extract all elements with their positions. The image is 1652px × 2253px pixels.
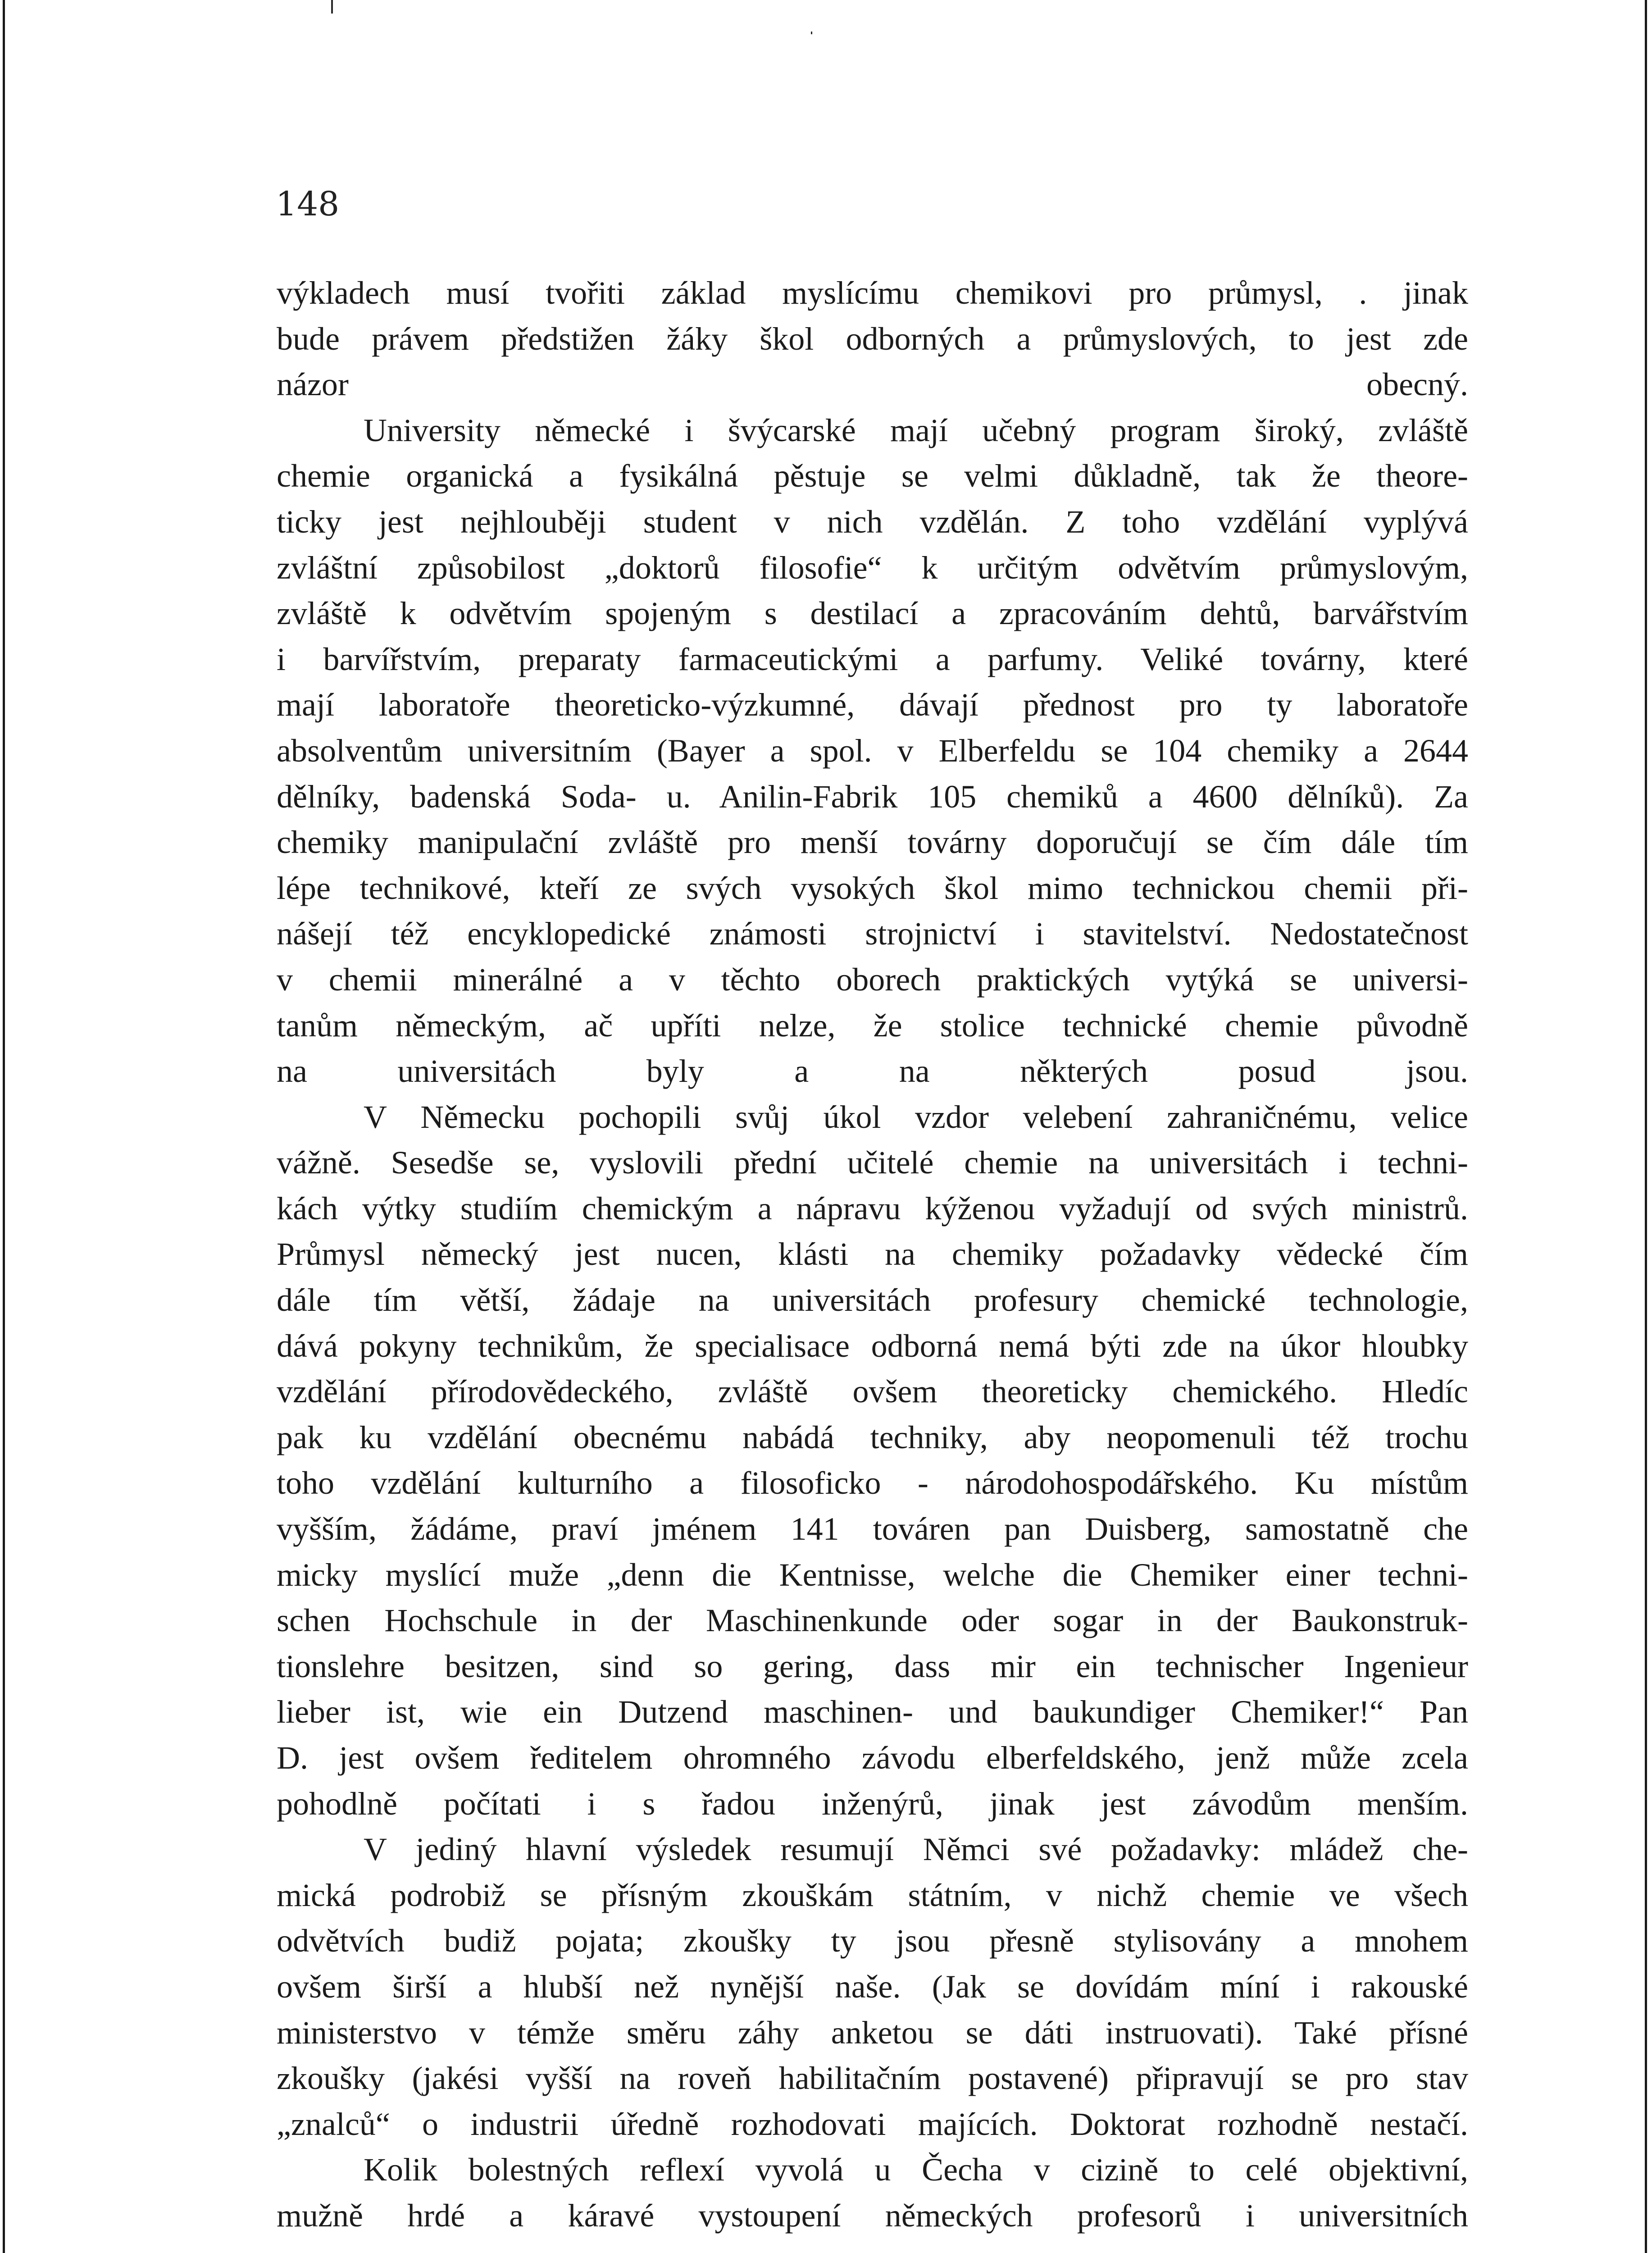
text-line: ministerstvo v témže směru záhy anketou se dáti instruovati). Také přísné (277, 2014, 1468, 2051)
paragraph (277, 270, 1468, 408)
text-line: názor obecný. (277, 366, 1468, 403)
text-line: bude právem předstižen žáky škol odborných a průmyslových, to jest zde (277, 320, 1468, 357)
text-line: mužně hrdé a káravé vystoupení německých profesorů i universitních (277, 2197, 1468, 2234)
text-line: V jediný hlavní výsledek resumují Němci své požadavky: mládež che- (364, 1831, 1468, 1868)
text-line: i barvířstvím, preparaty farmaceutickými a parfumy. Veliké továrny, které (277, 641, 1468, 677)
text-line: Průmysl německý jest nucen, klásti na chemiky požadavky vědecké čím (277, 1236, 1468, 1272)
text-line: ticky jest nejhlouběji student v nich vzdělán. Z toho vzdělání vyplývá (277, 503, 1468, 540)
text-line: „znalců“ o industrii úředně rozhodovati majících. Doktorat rozhodně nestačí. (277, 2106, 1468, 2142)
text-line: V Německu pochopili svůj úkol vzdor velebení zahraničnému, velice (364, 1099, 1468, 1135)
text-line: pohodlně počítati i s řadou inženýrů, jinak jest závodům menším. (277, 1785, 1468, 1822)
text-line: kách výtky studiím chemickým a nápravu kýženou vyžadují od svých ministrů. (277, 1190, 1468, 1227)
text-line: dále tím větší, žádaje na universitách profesury chemické technologie, (277, 1282, 1468, 1318)
paragraph (277, 408, 1468, 1095)
text-line: zvláště k odvětvím spojeným s destilací a zpracováním dehtů, barvářstvím (277, 595, 1468, 632)
text-line: zvláštní způsobilost „doktorů filosofie“ k určitým odvětvím průmyslovým, (277, 549, 1468, 586)
scan-mark (331, 0, 333, 14)
text-line: dává pokyny technikům, že specialisace odborná nemá býti zde na úkor hloubky (277, 1327, 1468, 1364)
text-line: lépe technikové, kteří ze svých vysokých škol mimo technickou chemii při- (277, 870, 1468, 906)
text-line: chemie organická a fysikálná pěstuje se velmi důkladně, tak že theore- (277, 458, 1468, 494)
text-line: toho vzdělání kulturního a filosoficko - národohospodářského. Ku místům (277, 1465, 1468, 1501)
text-line: dělníky, badenská Soda- u. Anilin-Fabrik 105 chemiků a 4600 dělníků). Za (277, 778, 1468, 815)
body-text (277, 270, 1468, 2239)
text-line: micky myslící muže „denn die Kentnisse, welche die Chemiker einer techni- (277, 1556, 1468, 1593)
text-line: vážně. Sesedše se, vyslovili přední učitelé chemie na universitách i techni- (277, 1145, 1468, 1181)
text-line: v chemii minerálné a v těchto oborech praktických vytýká se universi- (277, 961, 1468, 998)
text-line: mická podrobiž se přísným zkouškám státním, v nichž chemie ve všech (277, 1877, 1468, 1913)
text-line: vyšším, žádáme, praví jménem 141 továren pan Duisberg, samostatně che (277, 1511, 1468, 1547)
paragraph (277, 1095, 1468, 1827)
text-line: Kolik bolestných reflexí vyvolá u Čecha v cizině to celé objektivní, (364, 2152, 1468, 2188)
paragraph (277, 2147, 1468, 2239)
text-line: výkladech musí tvořiti základ myslícímu chemikovi pro průmysl, . jinak (277, 275, 1468, 311)
page-number: 148 (276, 185, 340, 223)
text-line: absolventům universitním (Bayer a spol. v Elberfeldu se 104 chemiky a 2644 (277, 732, 1468, 769)
paragraph (277, 1827, 1468, 2147)
text-line: mají laboratoře theoreticko-výzkumné, dávají přednost pro ty laboratoře (277, 687, 1468, 723)
text-line: tionslehre besitzen, sind so gering, dass mir ein technischer Ingenieur (277, 1648, 1468, 1684)
text-line: schen Hochschule in der Maschinenkunde oder sogar in der Baukonstruk- (277, 1602, 1468, 1639)
text-line: vzdělání přírodovědeckého, zvláště ovšem theoreticky chemického. Hledíc (277, 1373, 1468, 1410)
scan-mark (811, 32, 812, 34)
text-line: ovšem širší a hlubší než nynější naše. (Jak se dovídám míní i rakouské (277, 1968, 1468, 2005)
text-line: D. jest ovšem ředitelem ohromného závodu elberfeldského, jenž může zcela (277, 1740, 1468, 1776)
text-line: zkoušky (jakési vyšší na roveň habilitačním postavené) připravují se pro stav (277, 2060, 1468, 2097)
text-line: odvětvích budiž pojata; zkoušky ty jsou přesně stylisovány a mnohem (277, 1923, 1468, 1959)
text-line: chemiky manipulační zvláště pro menší továrny doporučují se čím dále tím (277, 824, 1468, 861)
text-line: na universitách byly a na některých posud jsou. (277, 1053, 1468, 1090)
text-line: lieber ist, wie ein Dutzend maschinen- und baukundiger Chemiker!“ Pan (277, 1694, 1468, 1730)
text-line: pak ku vzdělání obecnému nabádá techniky, aby neopomenuli též trochu (277, 1419, 1468, 1455)
text-line: nášejí též encyklopedické známosti strojnictví i stavitelství. Nedostatečnost (277, 916, 1468, 952)
text-line: tanům německým, ač upříti nelze, že stolice technické chemie původně (277, 1007, 1468, 1044)
text-line: University německé i švýcarské mají učebný program široký, zvláště (364, 412, 1468, 448)
